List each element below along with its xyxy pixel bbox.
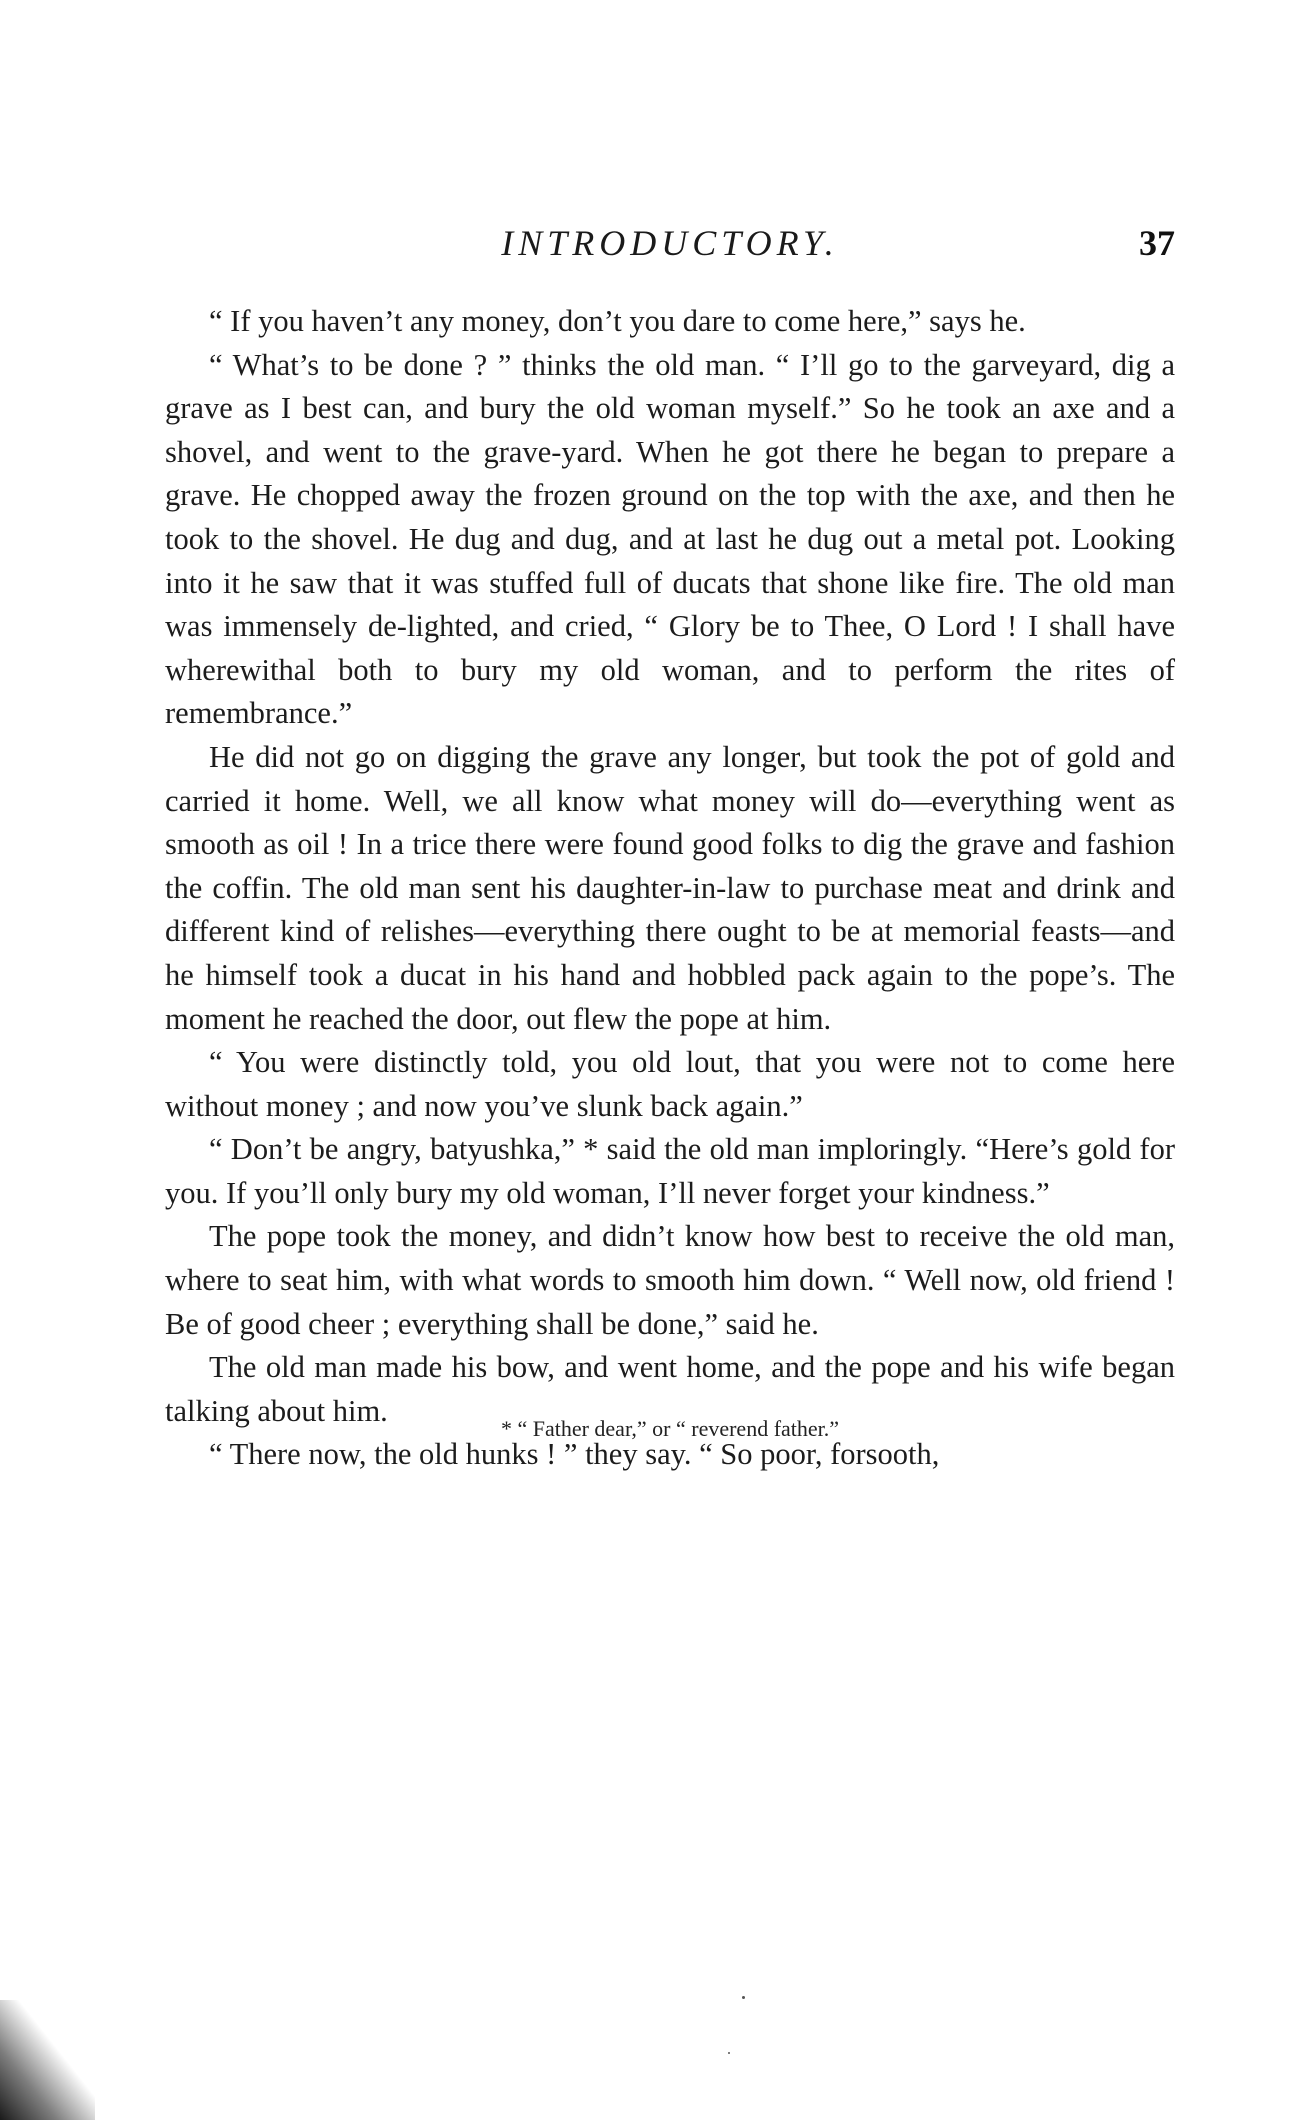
running-title: INTRODUCTORY.: [501, 223, 839, 263]
paragraph: “ You were distinctly told, you old lout, that you were not to come here without money ; and now you’ve slunk back again.”: [165, 1045, 1175, 1123]
body-text: [165, 300, 1175, 1477]
paragraph: The pope took the money, and didn’t know how best to receive the old man, where to seat him, with what words to smooth him down. “ Well now, old friend ! Be of good cheer ; everything shall be done,” said he.: [165, 1219, 1175, 1341]
paragraph: “ Don’t be angry, batyushka,” * said the old man imploringly. “Here’s gold for you. If you’ll only bury my old woman, I’ll never forget your kindness.”: [165, 1132, 1175, 1210]
running-header: [165, 222, 1175, 272]
page-edge-shadow: [0, 2000, 95, 2120]
paragraph: “ If you haven’t any money, don’t you dare to come here,” says he.: [209, 304, 1026, 338]
paragraph: The old man made his bow, and went home, and the pope and his wife began talking about him.: [165, 1350, 1175, 1428]
print-speck: [728, 2052, 730, 2054]
page-number: 37: [1139, 223, 1175, 263]
paragraph: “ What’s to be done ? ” thinks the old man. “ I’ll go to the garveyard, dig a grave as I best can, and bury the old woman myself.” So he took an axe and a shovel, and went to the grave-yard. When he got there he began to prepare a grave. He chopped away the frozen ground on the top with the axe, and then he took to the shovel. He dug and dug, and at last he dug out a metal pot. Looking into it he saw that it was stuffed full of ducats that shone like fire. The old man was immensely de-lighted, and cried, “ Glory be to Thee, O Lord ! I shall have wherewithal both to bury my old woman, and to perform the rites of remembrance.”: [165, 347, 1175, 731]
paragraph: “ There now, the old hunks ! ” they say. “ So poor, forsooth,: [209, 1437, 940, 1472]
print-speck: [742, 1996, 745, 1999]
footnote: * “ Father dear,” or “ reverend father.”: [500, 1416, 840, 1441]
paragraph: He did not go on digging the grave any longer, but took the pot of gold and carried it home. Well, we all know what money will do—everything went as smooth as oil ! In a trice there were found good folks to dig the grave and fashion the coffin. The old man sent his daughter-in-law to purchase meat and drink and different kind of relishes—everything there ought to be at memorial feasts—and he himself took a ducat in his hand and hobbled pack again to the pope’s. The moment he reached the door, out flew the pope at him.: [165, 739, 1175, 1036]
